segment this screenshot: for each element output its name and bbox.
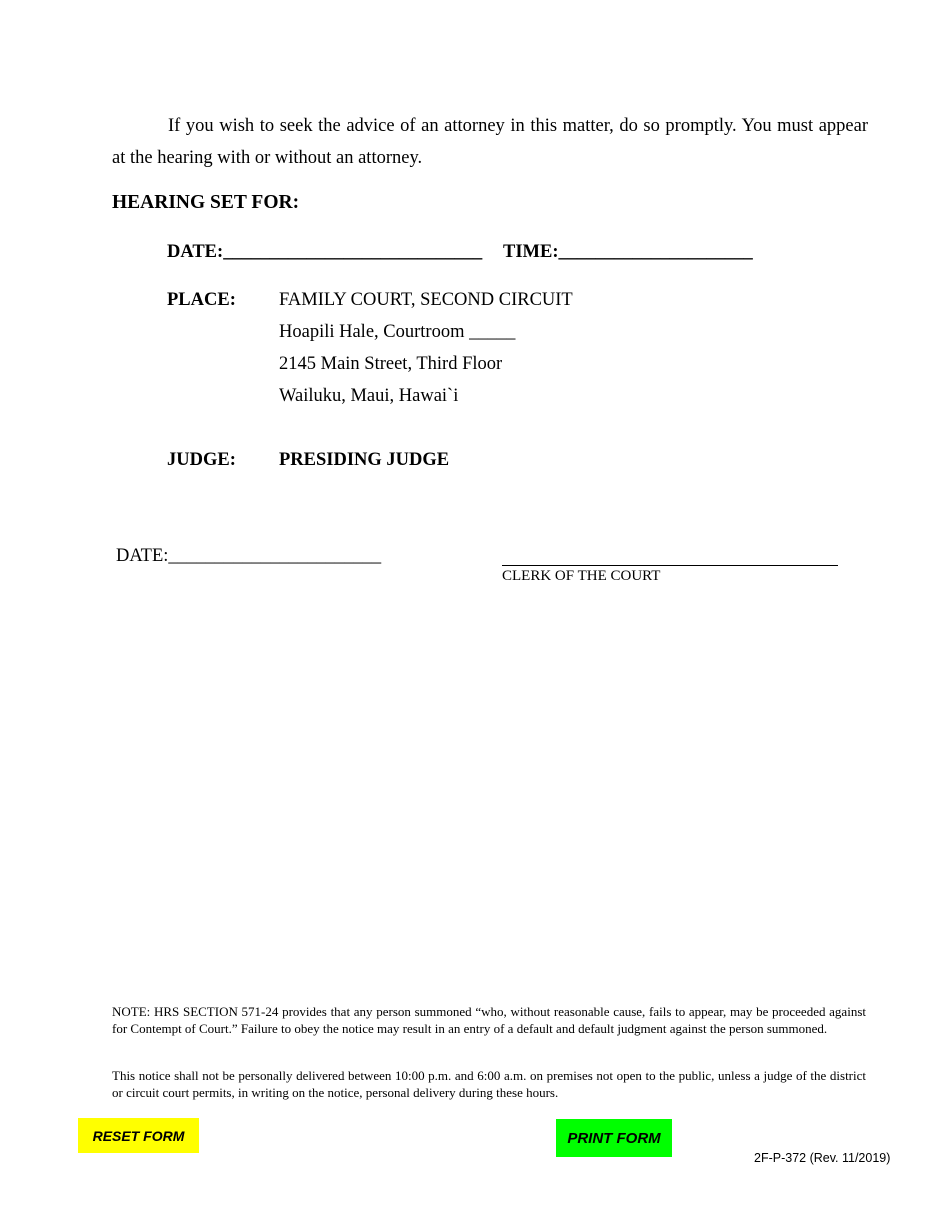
hearing-date-row xyxy=(167,242,482,263)
signature-date-field[interactable]: _______________________ xyxy=(168,546,382,566)
signature-date-label: DATE: xyxy=(116,546,169,566)
intro-paragraph: If you wish to seek the advice of an attorney in this matter, do so promptly. You must appear at the hearing with or without an attorney. xyxy=(112,116,868,168)
print-form-button[interactable]: PRINT FORM xyxy=(556,1119,672,1157)
hearing-date-label: DATE: xyxy=(167,242,224,262)
hearing-time-field[interactable]: _____________________ xyxy=(558,242,753,262)
place-line-court: FAMILY COURT, SECOND CIRCUIT xyxy=(279,290,573,310)
clerk-signature-line[interactable] xyxy=(502,564,838,566)
signature-date-row xyxy=(116,546,381,567)
hearing-heading: HEARING SET FOR: xyxy=(112,192,300,213)
judge-value: PRESIDING JUDGE xyxy=(279,450,450,470)
note-contempt: NOTE: HRS SECTION 571-24 provides that any person summoned “who, without reasonable cause, fails to appear, may be proceeded against for Contempt of Court.” Failure to obey the notice may result in an entry of a default and default judgment against the person summoned. xyxy=(112,1004,866,1036)
clerk-label: CLERK OF THE COURT xyxy=(502,568,661,584)
place-line-street: 2145 Main Street, Third Floor xyxy=(279,354,503,374)
place-label: PLACE: xyxy=(167,290,236,310)
hearing-date-field[interactable]: ____________________________ xyxy=(223,242,483,262)
note-delivery: This notice shall not be personally delivered between 10:00 p.m. and 6:00 a.m. on premises not open to the public, unless a judge of the district or circuit court permits, in writing on the notice, personal delivery during these hours. xyxy=(112,1068,866,1100)
hearing-time-row xyxy=(503,242,753,263)
place-line-courtroom: Hoapili Hale, Courtroom _____ xyxy=(279,322,516,342)
place-line-city: Wailuku, Maui, Hawai`i xyxy=(279,386,459,406)
judge-label: JUDGE: xyxy=(167,450,236,470)
hearing-time-label: TIME: xyxy=(503,242,559,262)
form-number: 2F-P-372 (Rev. 11/2019) xyxy=(754,1151,891,1165)
reset-form-button[interactable]: RESET FORM xyxy=(78,1118,199,1153)
